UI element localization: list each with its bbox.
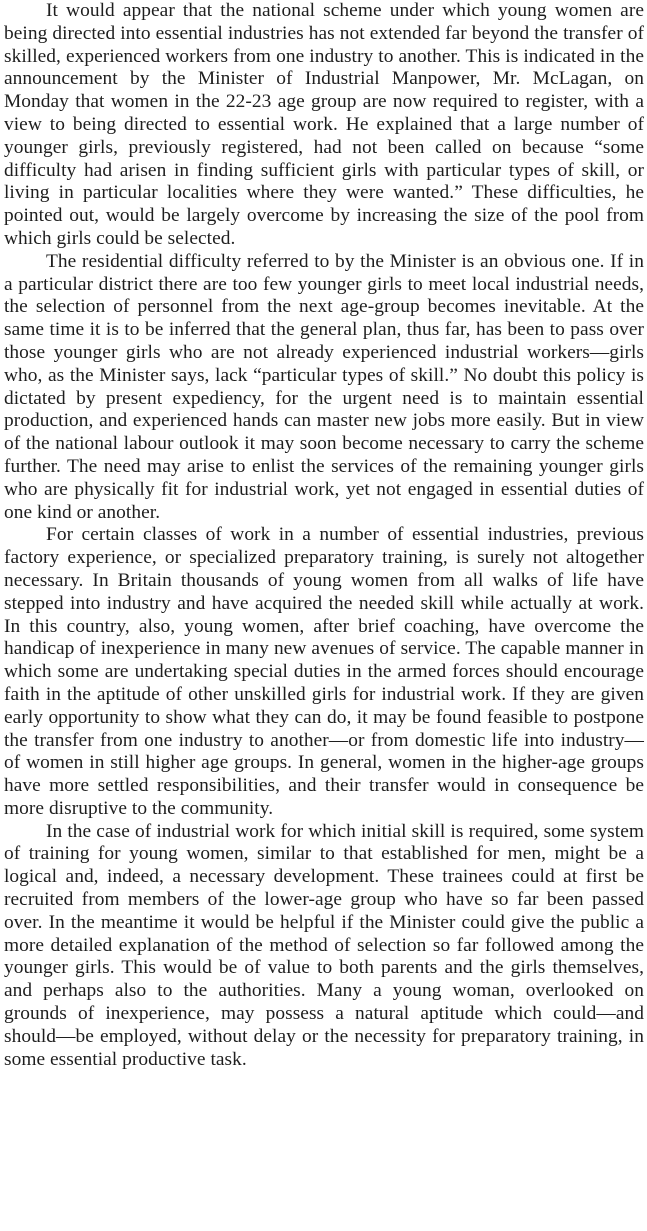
paragraph-2: The residential difficulty referred to by the Minister is an obvious one. If in a particular district there are too few younger girls to meet local industrial needs, the selection of personnel from the next age-group becomes inevitable. At the same time it is to be inferred that the general plan, thus far, has been to pass over those younger girls who are not already experienced industrial workers—girls who, as the Minister says, lack “particular types of skill.” No doubt this policy is dictated by present expediency, for the urgent need is to maintain essential production, and experienced hands can master new jobs more easily. But in view of the national labour outlook it may soon become necessary to carry the scheme further. The need may arise to enlist the services of the remaining younger girls who are physically fit for industrial work, yet not engaged in essential duties of one kind or another.	[4, 250, 644, 523]
paragraph-4: In the case of industrial work for which initial skill is required, some system of training for young women, similar to that established for men, might be a logical and, indeed, a necessary development. These trainees could at first be recruited from members of the lower-age group who have so far been passed over. In the meantime it would be helpful if the Minister could give the public a more detailed explanation of the method of selection so far followed among the younger girls. This would be of value to both parents and the girls themselves, and perhaps also to the authorities. Many a young woman, overlooked on grounds of inexperience, may possess a natural aptitude which could—and should—be employed, without delay or the necessity for preparatory training, in some essential productive task.	[4, 820, 644, 1070]
article-body	[4, 0, 644, 1071]
paragraph-3: For certain classes of work in a number of essential industries, previous factory experience, or specialized preparatory training, is surely not altogether necessary. In Britain thousands of young women from all walks of life have stepped into industry and have acquired the needed skill while actually at work. In this country, also, young women, after brief coaching, have overcome the handicap of inexperience in many new avenues of service. The capable manner in which some are undertaking special duties in the armed forces should encourage faith in the aptitude of other unskilled girls for industrial work. If they are given early opportunity to show what they can do, it may be found feasible to postpone the transfer from one industry to another—or from domestic life into industry—of women in still higher age groups. In general, women in the higher-age groups have more settled responsibilities, and their transfer would in consequence be more disruptive to the community.	[4, 524, 644, 819]
paragraph-1: It would appear that the national scheme under which young women are being directed into essential industries has not extended far beyond the transfer of skilled, experienced workers from one industry to another. This is indicated in the announcement by the Minister of Industrial Manpower, Mr. McLagan, on Monday that women in the 22-23 age group are now required to register, with a view to being directed to essential work. He explained that a large number of younger girls, previously registered, had not been called on because “some difficulty had arisen in finding sufficient girls with particular types of skill, or living in particular localities where they were wanted.” These difficulties, he pointed out, would be largely overcome by increasing the size of the pool from which girls could be selected.	[4, 0, 644, 249]
